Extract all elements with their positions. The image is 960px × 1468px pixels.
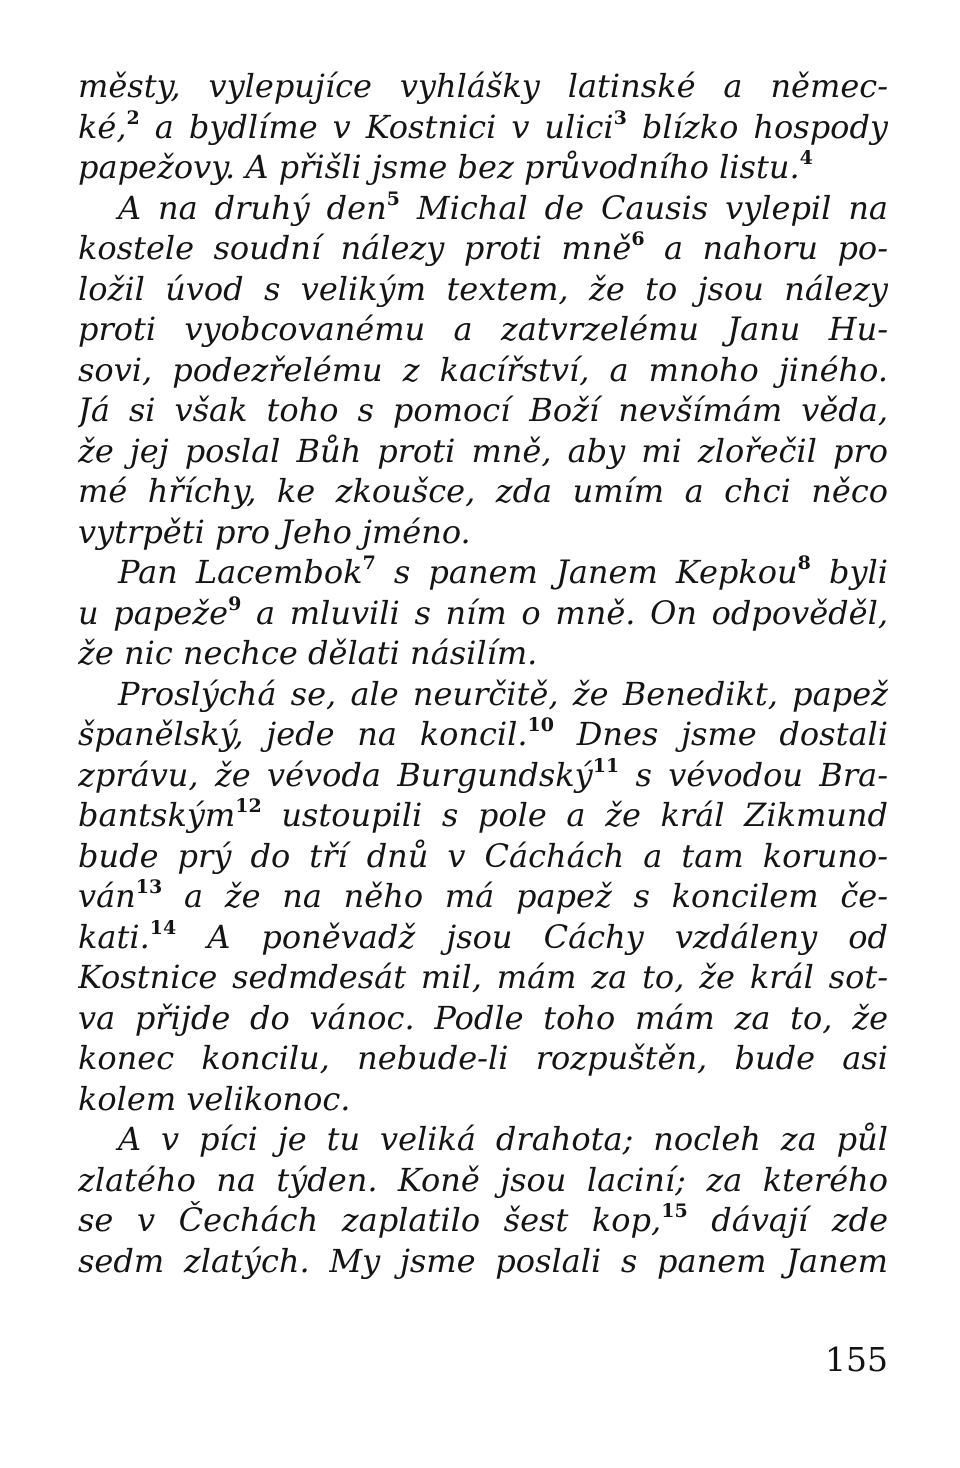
text-segment: se v Čechách zaplatilo šest kop, bbox=[78, 1201, 662, 1239]
text-line bbox=[78, 1038, 888, 1079]
text-segment: A na druhý den bbox=[118, 188, 387, 227]
text-line bbox=[78, 1241, 888, 1282]
text-segment: bude prý do tří dnů v Cáchách a tam koruno- bbox=[78, 836, 888, 875]
footnote-marker: 7 bbox=[362, 552, 376, 575]
text-segment: a že na něho má papež s koncilem če- bbox=[162, 877, 888, 915]
text-line bbox=[78, 714, 888, 755]
footnote-marker: 8 bbox=[797, 552, 811, 575]
footnote-marker: 3 bbox=[613, 106, 627, 129]
text-segment: Dnes jsme dostali bbox=[554, 715, 888, 753]
text-segment: ustoupili s pole a že král Zikmund bbox=[261, 796, 888, 834]
text-segment: proti vyobcovanému a zatvrzelému Janu Hu- bbox=[78, 310, 888, 348]
text-segment: městy, vylepujíce vyhlášky latinské a němec- bbox=[78, 67, 888, 105]
text-line bbox=[78, 998, 888, 1039]
text-line bbox=[78, 593, 888, 634]
text-segment: že jej poslal Bůh proti mně, aby mi zlořečil pro bbox=[78, 431, 888, 470]
text-segment: dávají zde bbox=[687, 1201, 888, 1239]
text-line bbox=[78, 755, 888, 796]
text-segment: a bydlíme v Kostnici v ulici bbox=[139, 107, 614, 146]
text-segment: s vévodou Bra- bbox=[619, 755, 888, 794]
text-line bbox=[78, 107, 888, 148]
text-segment: A poněvadž jsou Cáchy vzdáleny od bbox=[176, 917, 888, 956]
text-segment: kati. bbox=[78, 917, 150, 956]
text-line bbox=[78, 431, 888, 472]
footnote-marker: 15 bbox=[661, 1200, 688, 1223]
footnote-marker: 4 bbox=[799, 147, 813, 170]
footnote-marker: 13 bbox=[135, 876, 163, 899]
text-segment: ložil úvod s velikým textem, že to jsou nálezy bbox=[78, 269, 888, 308]
text-line bbox=[78, 1079, 888, 1120]
text-segment: A v píci je tu veliká drahota; nocleh za půl bbox=[118, 1120, 888, 1158]
text-segment: španělský, jede na koncil. bbox=[78, 715, 528, 753]
text-segment: Pan Lacembok bbox=[118, 553, 363, 591]
text-line bbox=[78, 876, 888, 917]
text-segment: Kostnice sedmdesát mil, mám za to, že král sot- bbox=[78, 958, 888, 996]
text-segment: zlatého na týden. Koně jsou laciní; za kterého bbox=[78, 1160, 888, 1199]
text-segment: byli bbox=[810, 553, 888, 591]
footnote-marker: 14 bbox=[149, 916, 177, 939]
text-segment: konec koncilu, nebude-li rozpuštěn, bude asi bbox=[78, 1039, 888, 1077]
text-line bbox=[78, 957, 888, 998]
text-segment: papežovy. A přišli jsme bez průvodního listu. bbox=[78, 148, 800, 186]
text-line bbox=[78, 471, 888, 512]
text-line bbox=[78, 633, 888, 674]
footnote-marker: 10 bbox=[527, 714, 554, 737]
footnote-marker: 5 bbox=[386, 187, 400, 210]
text-segment: sedm zlatých. My jsme poslali s panem Janem bbox=[78, 1241, 888, 1280]
text-segment: ván bbox=[78, 877, 136, 915]
text-line bbox=[78, 390, 888, 431]
text-segment: a nahoru po- bbox=[644, 229, 888, 267]
text-segment: mé hříchy, ke zkoušce, zda umím a chci něco bbox=[78, 472, 888, 510]
text-segment: u papeže bbox=[78, 593, 229, 632]
text-line bbox=[78, 1160, 888, 1201]
text-line bbox=[78, 836, 888, 877]
text-line bbox=[78, 917, 888, 958]
text-line bbox=[78, 188, 888, 229]
footnote-marker: 11 bbox=[592, 754, 620, 777]
text-segment: Michal de Causis vylepil na bbox=[399, 188, 888, 227]
text-segment: kostele soudní nálezy proti mně bbox=[78, 229, 632, 267]
text-line bbox=[78, 147, 888, 188]
text-line bbox=[78, 552, 888, 593]
text-line bbox=[78, 674, 888, 715]
book-page-text bbox=[78, 66, 888, 1281]
text-segment: va přijde do vánoc. Podle toho mám za to, že bbox=[78, 998, 888, 1037]
text-segment: s panem Janem Kepkou bbox=[375, 553, 798, 591]
text-segment: zprávu, že vévoda Burgundský bbox=[78, 755, 593, 794]
text-segment: Já si však toho s pomocí Boží nevšímám věda, bbox=[78, 391, 888, 429]
text-line bbox=[78, 228, 888, 269]
footnote-marker: 12 bbox=[235, 795, 262, 818]
text-segment: bantským bbox=[78, 796, 236, 834]
footnote-marker: 6 bbox=[631, 228, 645, 251]
text-line bbox=[78, 1119, 888, 1160]
text-segment: a mluvili s ním o mně. On odpověděl, bbox=[241, 593, 888, 632]
text-segment: ké, bbox=[78, 107, 127, 146]
page-number: 155 bbox=[825, 1340, 888, 1379]
text-line bbox=[78, 512, 888, 553]
text-line bbox=[78, 66, 888, 107]
text-segment: blízko hospody bbox=[626, 107, 888, 146]
text-segment: Proslýchá se, ale neurčitě, že Benedikt, papež bbox=[118, 674, 888, 713]
text-line bbox=[78, 269, 888, 310]
text-line bbox=[78, 1200, 888, 1241]
text-line bbox=[78, 795, 888, 836]
footnote-marker: 9 bbox=[228, 592, 242, 615]
footnote-marker: 2 bbox=[126, 106, 140, 129]
text-segment: vytrpěti pro Jeho jméno. bbox=[78, 512, 471, 551]
text-segment: že nic nechce dělati násilím. bbox=[78, 634, 538, 672]
text-line bbox=[78, 309, 888, 350]
text-line bbox=[78, 350, 888, 391]
text-segment: kolem velikonoc. bbox=[78, 1079, 351, 1118]
text-segment: sovi, podezřelému z kacířství, a mnoho jiného. bbox=[78, 350, 888, 389]
